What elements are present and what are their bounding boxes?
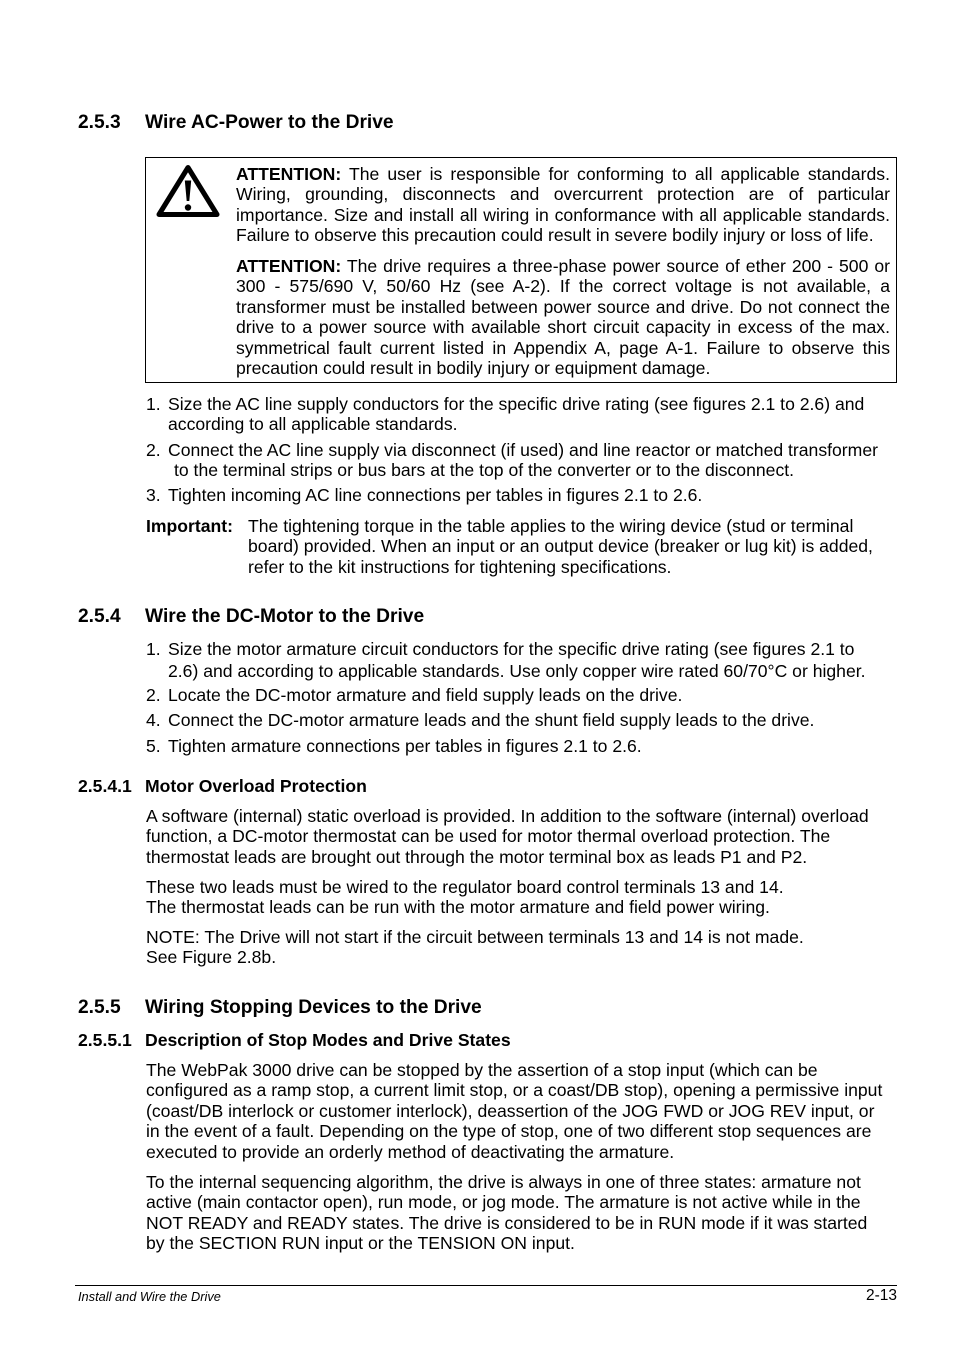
attention-line [236,164,890,184]
paragraph-line: To the internal sequencing algorithm, the drive is always in one of three states: armature not [146,1172,861,1192]
list-item [146,394,896,435]
step-line: Tighten armature connections per tables in figures 2.1 to 2.6. [168,736,642,756]
list-item [146,440,896,481]
list-item [146,685,896,705]
attention-line: 300 - 575/690 V, 50/60 Hz (see A-2). If the correct voltage is not available, a [236,276,890,297]
step-line: Size the motor armature circuit conductors for the specific drive rating (see figures 2.1 to [168,639,855,659]
attention-text: The user is responsible for conforming to all applicable standards. [348,164,890,184]
page-number: 2-13 [865,1287,897,1304]
section-number: 2.5.4 [78,606,121,627]
important-line: board) provided. When an input or an output device (breaker or lug kit) is added, [248,536,873,557]
step-number: 1. [146,394,161,414]
paragraph-line: (coast/DB interlock or customer interlock), deassertion of the JOG FWD or JOG REV input, or [146,1100,875,1121]
paragraph-line: The thermostat leads can be run with the motor armature and field power wiring. [146,897,770,918]
paragraph [146,1172,896,1254]
step-line: according to all applicable standards. [168,414,458,435]
paragraph-line: in the event of a fault. Depending on the type of stop, one of two different stop sequences are [146,1121,872,1142]
paragraph-line: by the SECTION RUN input or the TENSION ON input. [146,1233,575,1254]
important-line: The tightening torque in the table applies to the wiring device (stud or terminal [248,516,854,536]
step-number: 3. [146,485,161,505]
paragraph-line: The WebPak 3000 drive can be stopped by the assertion of a stop input (which can be [146,1060,818,1080]
attention-text: The drive requires a three-phase power source of ether 200 - 500 or [346,256,890,276]
footer-rule [75,1285,897,1286]
step-line: Connect the AC line supply via disconnect (if used) and line reactor or matched transformer [168,440,878,460]
section-title: Wire the DC-Motor to the Drive [145,606,425,627]
step-line: to the terminal strips or bus bars at the top of the converter or to the disconnect. [174,460,795,481]
paragraph-line: NOTE: The Drive will not start if the circuit between terminals 13 and 14 is not made. [146,927,804,947]
paragraph [146,806,896,867]
paragraph-line: A software (internal) static overload is provided. In addition to the software (internal) overload [146,806,869,826]
paragraph-line: active (main contactor open), run mode, or jog mode. The armature is not active while in the [146,1192,861,1213]
section-title: Wire AC-Power to the Drive [145,112,394,133]
list-item [146,485,896,505]
step-line: Size the AC line supply conductors for the specific drive rating (see figures 2.1 to 2.6) and [168,394,865,414]
attention-line: Wiring, grounding, disconnects and overcurrent protection are of particular [236,184,890,205]
warning-icon [156,164,220,218]
step-number: 2. [146,685,161,705]
important-text [248,516,888,577]
subsection-title: Motor Overload Protection [145,776,367,796]
list-item [146,736,896,756]
attention-line: drive to a power source with available short circuit capacity in excess of the max. [236,317,890,338]
step-line: 2.6) and according to applicable standards. Use only copper wire rated 60/70°C or higher. [168,661,866,681]
important-line: refer to the kit instructions for tightening specifications. [248,556,672,577]
paragraph-line: NOT READY and READY states. The drive is considered to be in RUN mode if it was started [146,1212,868,1233]
list-item [146,638,896,682]
important-label: Important: [146,516,233,536]
paragraph-line: function, a DC-motor thermostat can be used for motor thermal overload protection. The [146,826,831,847]
note-paragraph [146,927,896,968]
section-title: Wiring Stopping Devices to the Drive [145,997,482,1018]
footer-chapter-title: Install and Wire the Drive [78,1289,221,1304]
step-line: Locate the DC-motor armature and field supply leads on the drive. [168,685,683,705]
attention-label: ATTENTION: [236,164,342,184]
paragraph [146,1060,896,1162]
paragraph-line: These two leads must be wired to the regulator board control terminals 13 and 14. [146,877,784,897]
subsection-title: Description of Stop Modes and Drive States [145,1030,511,1050]
paragraph-line: See Figure 2.8b. [146,947,277,968]
attention-line: transformer must be installed between power source and drive. Do not connect the [236,296,890,317]
step-number: 5. [146,736,161,756]
attention-line [236,256,890,276]
step-line: Tighten incoming AC line connections per tables in figures 2.1 to 2.6. [168,485,703,505]
attention-paragraph [236,164,890,246]
section-number: 2.5.5 [78,997,121,1018]
step-number: 1. [146,639,161,659]
step-number: 4. [146,710,161,730]
paragraph-line: thermostat leads are brought out through the motor terminal box as leads P1 and P2. [146,846,808,867]
list-item [146,710,896,730]
paragraph-line: configured as a ramp stop, a current limit stop, or a coast/DB stop), opening a permissive input [146,1080,883,1101]
paragraph-line: executed to provide an orderly method of deactivating the armature. [146,1141,675,1162]
paragraph [146,877,896,918]
attention-label: ATTENTION: [236,256,342,276]
step-number: 2. [146,440,161,460]
attention-paragraph [236,256,890,378]
subsection-number: 2.5.4.1 [78,776,132,796]
subsection-number: 2.5.5.1 [78,1030,132,1050]
attention-line: importance. Size and install all wiring in conformance with all applicable standards. [236,204,890,225]
attention-line: precaution could result in bodily injury or equipment damage. [236,358,711,379]
attention-line: Failure to observe this precaution could result in severe bodily injury or loss of life. [236,225,874,246]
attention-line: symmetrical fault current listed in Appendix A, page A-1. Failure to observe this [236,337,890,358]
step-line: Connect the DC-motor armature leads and the shunt field supply leads to the drive. [168,710,815,730]
section-number: 2.5.3 [78,112,121,133]
